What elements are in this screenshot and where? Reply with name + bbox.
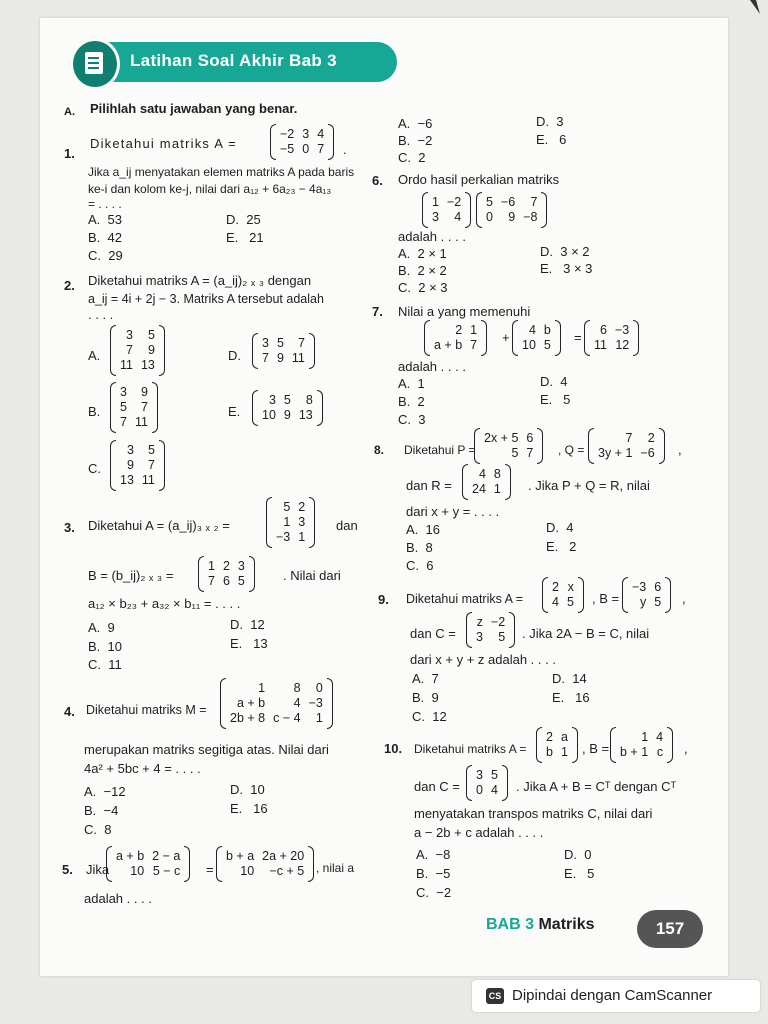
right-paren (249, 556, 255, 592)
q4-option-a: A. −12 (84, 784, 126, 799)
q10-option-e: E. 5 (564, 866, 595, 881)
q7-equals: = (574, 330, 582, 345)
matrix-cell: 5 (511, 446, 519, 460)
matrix-cell: −2 (280, 127, 295, 141)
matrix-cell: 2 (455, 323, 463, 337)
matrix-cell: 2 (647, 431, 655, 445)
matrix-cell: 3 (262, 336, 269, 350)
right-paren (152, 382, 158, 433)
matrix-cell: c (656, 745, 664, 759)
q7-plus: + (502, 330, 510, 345)
q4-option-c: C. 8 (84, 822, 112, 837)
matrix-cell: 5 (654, 595, 662, 609)
matrix-cell: 2 − a (152, 849, 181, 863)
q3-lead: Diketahui A = (a_ij)₃ ₓ ₂ = (88, 518, 230, 533)
matrix-cell: −3 (614, 323, 630, 337)
q3-option-b: B. 10 (88, 639, 122, 654)
matrix-cell: 0 (315, 681, 323, 695)
q8-comma: , (678, 442, 682, 457)
q10-line3: menyatakan transpos matriks C, nilai dari (414, 806, 653, 821)
q1-line3: ke-i dan kolom ke-j, nilai dari a₁₂ + 6a₂₃ − 4a₁₃ (88, 182, 332, 196)
right-paren (667, 727, 673, 763)
q8-option-b: B. 8 (406, 540, 433, 555)
right-paren (509, 612, 515, 648)
matrix-cell: b (546, 745, 553, 759)
matrix-cell: 2x + 5 (484, 431, 519, 445)
q9-lead2: dan C = (410, 626, 456, 641)
q6-option-d: D. 3 × 2 (540, 244, 590, 259)
q2-line2: a_ij = 4i + 2j − 3. Matriks A tersebut adalah (88, 292, 324, 306)
q2-option-e-label: E. (228, 404, 241, 419)
matrix-cell: 1 (493, 482, 501, 496)
q10-matrix-c (466, 765, 508, 801)
matrix-cell: 7 (208, 574, 215, 588)
q6-matrix-1 (422, 192, 471, 228)
q6-option-b: B. 2 × 2 (398, 263, 447, 278)
matrix-cell: 5 − c (152, 864, 181, 878)
matrix-cell: 11 (141, 473, 155, 487)
matrix-cell: 2b + 8 (230, 711, 266, 725)
matrix-cell: −6 (640, 446, 655, 460)
matrix-cell: 8 (493, 467, 501, 481)
matrix-cell: 1 (283, 515, 291, 529)
matrix-cell: −8 (523, 210, 538, 224)
q9-option-b: B. 9 (412, 690, 439, 705)
q1-period: . (343, 142, 347, 157)
q9-after2: . Jika 2A − B = C, nilai (522, 626, 650, 641)
q4-option-e: E. 16 (230, 801, 268, 816)
matrix-cell: 0 (302, 142, 310, 156)
q1-option-e: E. 21 (226, 230, 264, 245)
matrix-cell: 1 (208, 559, 215, 573)
matrix-cell: a (560, 730, 568, 744)
q9-matrix-b (622, 577, 671, 613)
matrix-cell: 9 (276, 351, 284, 365)
matrix-cell: 10 (522, 338, 536, 352)
q2-option-b-label: B. (88, 404, 101, 419)
q1-lead: Diketahui matriks A = (90, 136, 237, 151)
q10-number: 10. (384, 741, 403, 756)
q10-matrix-a (536, 727, 578, 763)
q1-line4: = . . . . (88, 197, 122, 211)
q3-matrix-b (198, 556, 255, 592)
q4-number: 4. (64, 704, 75, 719)
q10-after2: . Jika A + B = Cᵀ dengan Cᵀ (516, 779, 677, 794)
matrix-cell: 5 (498, 630, 506, 644)
matrix-cell: 6 (222, 574, 230, 588)
q2-option-c-label: C. (88, 461, 101, 476)
q10-line4: a − 2b + c adalah . . . . (414, 825, 544, 840)
matrix-cell: z (476, 615, 483, 629)
right-paren (537, 428, 543, 464)
q4-option-b: B. −4 (84, 803, 119, 818)
matrix-cell: 8 (293, 681, 301, 695)
camscanner-text: Dipindai dengan CamScanner (512, 987, 713, 1004)
q2-number: 2. (64, 278, 75, 293)
q8-option-c: C. 6 (406, 558, 434, 573)
matrix-cell: 3 (268, 393, 276, 407)
q7-matrix-1 (424, 320, 487, 356)
right-paren (665, 577, 671, 613)
matrix-cell: b + a (226, 849, 255, 863)
q8-matrix-q (588, 428, 665, 464)
q6-option-a: A. 2 × 1 (398, 246, 447, 261)
q10-option-a: A. −8 (416, 847, 451, 862)
matrix-cell: 5 (543, 338, 551, 352)
right-paren (317, 390, 323, 426)
matrix-cell: 11 (594, 338, 607, 352)
matrix-cell: 4 (293, 696, 301, 710)
matrix-cell: 13 (140, 358, 155, 372)
q10-option-d: D. 0 (564, 847, 592, 862)
q2-option-c-matrix (110, 440, 165, 491)
matrix-cell: 0 (476, 783, 483, 797)
q3-option-e: E. 13 (230, 636, 268, 651)
matrix-cell: −5 (280, 142, 295, 156)
q3-dan: dan (336, 518, 358, 533)
q2-option-a-matrix (110, 325, 165, 376)
matrix-cell: 1 (432, 195, 439, 209)
q10-option-c: C. −2 (416, 885, 452, 900)
page-corner-shadow (742, 0, 768, 16)
q9-option-c: C. 12 (412, 709, 447, 724)
right-paren (327, 678, 333, 729)
matrix-cell: 4 (317, 127, 325, 141)
right-paren (159, 325, 165, 376)
matrix-cell: 2 (298, 500, 306, 514)
matrix-cell: 3 (298, 515, 306, 529)
right-paren (309, 497, 315, 548)
matrix-cell: 4 (528, 323, 536, 337)
q5-matrix-left (106, 846, 190, 882)
chapter-topic: Matriks (538, 916, 595, 933)
q8-option-a: A. 16 (406, 522, 440, 537)
right-paren (481, 320, 487, 356)
matrix-cell: 3 (302, 127, 310, 141)
matrix-cell: 3y + 1 (598, 446, 633, 460)
matrix-cell: a + b (116, 849, 145, 863)
matrix-cell: 6 (654, 580, 662, 594)
q5-line2: adalah . . . . (84, 891, 152, 906)
matrix-cell: a + b (434, 338, 463, 352)
q10-b-lead: , B = (582, 741, 610, 756)
q8-q-lead: , Q = (558, 443, 585, 457)
q8-lead2: dan R = (406, 478, 452, 493)
matrix-cell: 5 (120, 400, 127, 414)
q5-matrix-right (216, 846, 314, 882)
q5-option-d: D. 3 (536, 114, 564, 129)
matrix-cell: 5 (490, 768, 498, 782)
matrix-cell: 5 (283, 500, 291, 514)
q9-number: 9. (378, 592, 389, 607)
right-paren (184, 846, 190, 882)
matrix-cell: 7 (530, 195, 538, 209)
q9-matrix-c (466, 612, 515, 648)
matrix-cell: 5 (276, 336, 284, 350)
q5-option-c: C. 2 (398, 150, 426, 165)
q4-line2: merupakan matriks segitiga atas. Nilai dari (84, 742, 329, 757)
matrix-cell: 7 (147, 458, 155, 472)
matrix-cell: 11 (291, 351, 305, 365)
matrix-cell: 1 (560, 745, 568, 759)
matrix-cell: 9 (147, 343, 155, 357)
q8-option-e: E. 2 (546, 539, 577, 554)
matrix-cell: 7 (297, 336, 305, 350)
q4-line3: 4a² + 5bc + 4 = . . . . (84, 761, 201, 776)
q8-option-d: D. 4 (546, 520, 574, 535)
q10-lead2: dan C = (414, 779, 460, 794)
matrix-cell: 4 (656, 730, 664, 744)
q1-matrix-a (270, 124, 334, 160)
matrix-cell: 5 (147, 328, 155, 342)
right-paren (633, 320, 639, 356)
q8-matrix-p (474, 428, 543, 464)
q1-option-d: D. 25 (226, 212, 261, 227)
matrix-cell: y (640, 595, 647, 609)
q9-lead: Diketahui matriks A = (406, 592, 524, 606)
q1-line2: Jika a_ij menyatakan elemen matriks A pada baris (88, 165, 355, 179)
chapter-number: BAB 3 (486, 916, 535, 933)
q1-option-b: B. 42 (88, 230, 122, 245)
q6-line2: adalah . . . . (398, 229, 466, 244)
q10-comma: , (684, 741, 688, 756)
matrix-cell: −3 (276, 530, 291, 544)
q8-line3: dari x + y = . . . . (406, 504, 500, 519)
matrix-cell: 11 (134, 415, 148, 429)
q5-option-e: E. 6 (536, 132, 567, 147)
right-paren (659, 428, 665, 464)
matrix-cell: 6 (526, 431, 534, 445)
book-page (40, 18, 728, 976)
matrix-cell: 3 (126, 443, 134, 457)
q10-option-b: B. −5 (416, 866, 451, 881)
q8-after2: . Jika P + Q = R, nilai (528, 478, 650, 493)
q2-option-a-label: A. (88, 348, 101, 363)
q2-option-b-matrix (110, 382, 158, 433)
matrix-cell: 1 (298, 530, 306, 544)
q6-option-e: E. 3 × 3 (540, 261, 593, 276)
q9-line3: dari x + y + z adalah . . . . (410, 652, 556, 667)
q7-line2: adalah . . . . (398, 359, 466, 374)
q3-number: 3. (64, 520, 75, 535)
book-icon (70, 38, 120, 90)
matrix-cell: 5 (486, 195, 493, 209)
matrix-cell: 3 (126, 328, 133, 342)
matrix-cell: 0 (486, 210, 493, 224)
q4-lead: Diketahui matriks M = (86, 703, 207, 717)
right-paren (159, 440, 165, 491)
q5-after: , nilai a (316, 861, 355, 875)
q7-option-d: D. 4 (540, 374, 568, 389)
q8-matrix-r (462, 464, 511, 500)
matrix-cell: 12 (615, 338, 630, 352)
matrix-cell: 7 (317, 142, 325, 156)
q6-number: 6. (372, 173, 383, 188)
right-paren (572, 727, 578, 763)
q3-after: . Nilai dari (283, 568, 341, 583)
matrix-cell: 10 (240, 864, 255, 878)
matrix-cell: 7 (140, 400, 148, 414)
section-letter: A. (64, 106, 75, 118)
matrix-cell: 7 (120, 415, 127, 429)
q6-option-c: C. 2 × 3 (398, 280, 448, 295)
matrix-cell: c − 4 (273, 711, 301, 725)
matrix-cell: 2 (222, 559, 230, 573)
matrix-cell: 1 (315, 711, 323, 725)
q5-lead: Jika (86, 862, 110, 877)
q8-number: 8. (374, 443, 385, 457)
matrix-cell: 9 (508, 210, 516, 224)
matrix-cell: 3 (120, 385, 127, 399)
q3-line3: a₁₂ × b₂₃ + a₃₂ × b₁₁ = . . . . (88, 596, 241, 611)
q4-matrix-m (220, 678, 333, 729)
q8-lead: Diketahui P = (404, 443, 476, 457)
matrix-cell: 13 (120, 473, 134, 487)
matrix-cell: 6 (600, 323, 607, 337)
right-paren (308, 846, 314, 882)
matrix-cell: 9 (283, 408, 291, 422)
matrix-cell: 4 (478, 467, 486, 481)
chapter-label (486, 916, 595, 934)
matrix-cell: 2 (546, 730, 553, 744)
q9-b-lead: , B = (592, 591, 620, 606)
matrix-cell: −3 (632, 580, 647, 594)
chapter-exercise-header (82, 42, 397, 82)
q2-option-e-matrix (252, 390, 323, 426)
matrix-cell: 9 (140, 385, 148, 399)
q9-option-e: E. 16 (552, 690, 590, 705)
q10-lead: Diketahui matriks A = (414, 742, 527, 756)
matrix-cell: 2a + 20 (262, 849, 305, 863)
right-paren (505, 464, 511, 500)
q5-option-a: A. −6 (398, 116, 433, 131)
right-paren (465, 192, 471, 228)
q5-option-b: B. −2 (398, 133, 433, 148)
matrix-cell: −c + 5 (269, 864, 305, 878)
matrix-cell: −6 (500, 195, 516, 209)
q9-comma: , (682, 591, 686, 606)
q3-option-d: D. 12 (230, 617, 265, 632)
q6-line1: Ordo hasil perkalian matriks (398, 172, 560, 187)
q10-matrix-b (610, 727, 673, 763)
q5-number: 5. (62, 862, 73, 877)
q7-line1: Nilai a yang memenuhi (398, 304, 531, 319)
matrix-cell: 4 (552, 595, 559, 609)
matrix-cell: 1 (641, 730, 649, 744)
matrix-cell: 4 (454, 210, 462, 224)
q7-matrix-3 (584, 320, 639, 356)
matrix-cell: 3 (476, 630, 483, 644)
q3-lead2: B = (b_ij)₂ ₓ ₃ = (88, 568, 174, 583)
q7-option-b: B. 2 (398, 394, 425, 409)
q7-option-a: A. 1 (398, 376, 425, 391)
matrix-cell: 3 (432, 210, 439, 224)
matrix-cell: −2 (446, 195, 462, 209)
matrix-cell: 24 (472, 482, 486, 496)
matrix-cell: b + 1 (620, 745, 649, 759)
matrix-cell: 1 (258, 681, 266, 695)
matrix-cell: 13 (298, 408, 313, 422)
q7-matrix-2 (512, 320, 561, 356)
q2-line1: Diketahui matriks A = (a_ij)₂ ₓ ₃ dengan (88, 273, 312, 288)
matrix-cell: a + b (236, 696, 266, 710)
q7-number: 7. (372, 304, 383, 319)
q2-option-d-matrix (252, 333, 315, 369)
right-paren (309, 333, 315, 369)
q3-option-c: C. 11 (88, 657, 122, 672)
camscanner-watermark (472, 980, 760, 1012)
q2-line3: . . . . (88, 307, 114, 322)
matrix-cell: 3 (237, 559, 245, 573)
matrix-cell: 7 (262, 351, 269, 365)
matrix-cell: x (567, 580, 574, 594)
matrix-cell: 8 (305, 393, 313, 407)
matrix-cell: 5 (147, 443, 155, 457)
q2-option-d-label: D. (228, 348, 241, 363)
matrix-cell: 5 (283, 393, 291, 407)
matrix-cell: 5 (237, 574, 245, 588)
camscanner-logo-icon: CS (486, 988, 504, 1004)
matrix-cell: 4 (490, 783, 498, 797)
matrix-cell: 7 (126, 343, 133, 357)
right-paren (578, 577, 584, 613)
matrix-cell: 2 (552, 580, 559, 594)
q5-equals: = (206, 862, 214, 877)
matrix-cell: 7 (470, 338, 478, 352)
q4-option-d: D. 10 (230, 782, 265, 797)
header-title: Latihan Soal Akhir Bab 3 (130, 51, 337, 70)
matrix-cell: −3 (308, 696, 323, 710)
matrix-cell: 9 (126, 458, 134, 472)
matrix-cell: 11 (120, 358, 133, 372)
page-number: 157 (637, 910, 703, 948)
right-paren (328, 124, 334, 160)
matrix-cell: 1 (470, 323, 478, 337)
matrix-cell: b (543, 323, 551, 337)
matrix-cell: 10 (262, 408, 276, 422)
section-instruction: Pilihlah satu jawaban yang benar. (90, 101, 298, 116)
q7-option-e: E. 5 (540, 392, 571, 407)
matrix-cell: −2 (490, 615, 506, 629)
matrix-cell: 7 (625, 431, 633, 445)
right-paren (541, 192, 547, 228)
matrix-cell: 10 (130, 864, 145, 878)
q1-option-c: C. 29 (88, 248, 123, 263)
matrix-cell: 3 (476, 768, 483, 782)
matrix-cell: 5 (566, 595, 574, 609)
q3-option-a: A. 9 (88, 620, 115, 635)
q9-option-d: D. 14 (552, 671, 587, 686)
right-paren (502, 765, 508, 801)
q1-option-a: A. 53 (88, 212, 122, 227)
q9-matrix-a (542, 577, 584, 613)
q3-matrix-a (266, 497, 315, 548)
q9-option-a: A. 7 (412, 671, 439, 686)
q7-option-c: C. 3 (398, 412, 426, 427)
matrix-cell: 7 (526, 446, 534, 460)
q6-matrix-2 (476, 192, 547, 228)
q1-number: 1. (64, 146, 75, 161)
right-paren (555, 320, 561, 356)
